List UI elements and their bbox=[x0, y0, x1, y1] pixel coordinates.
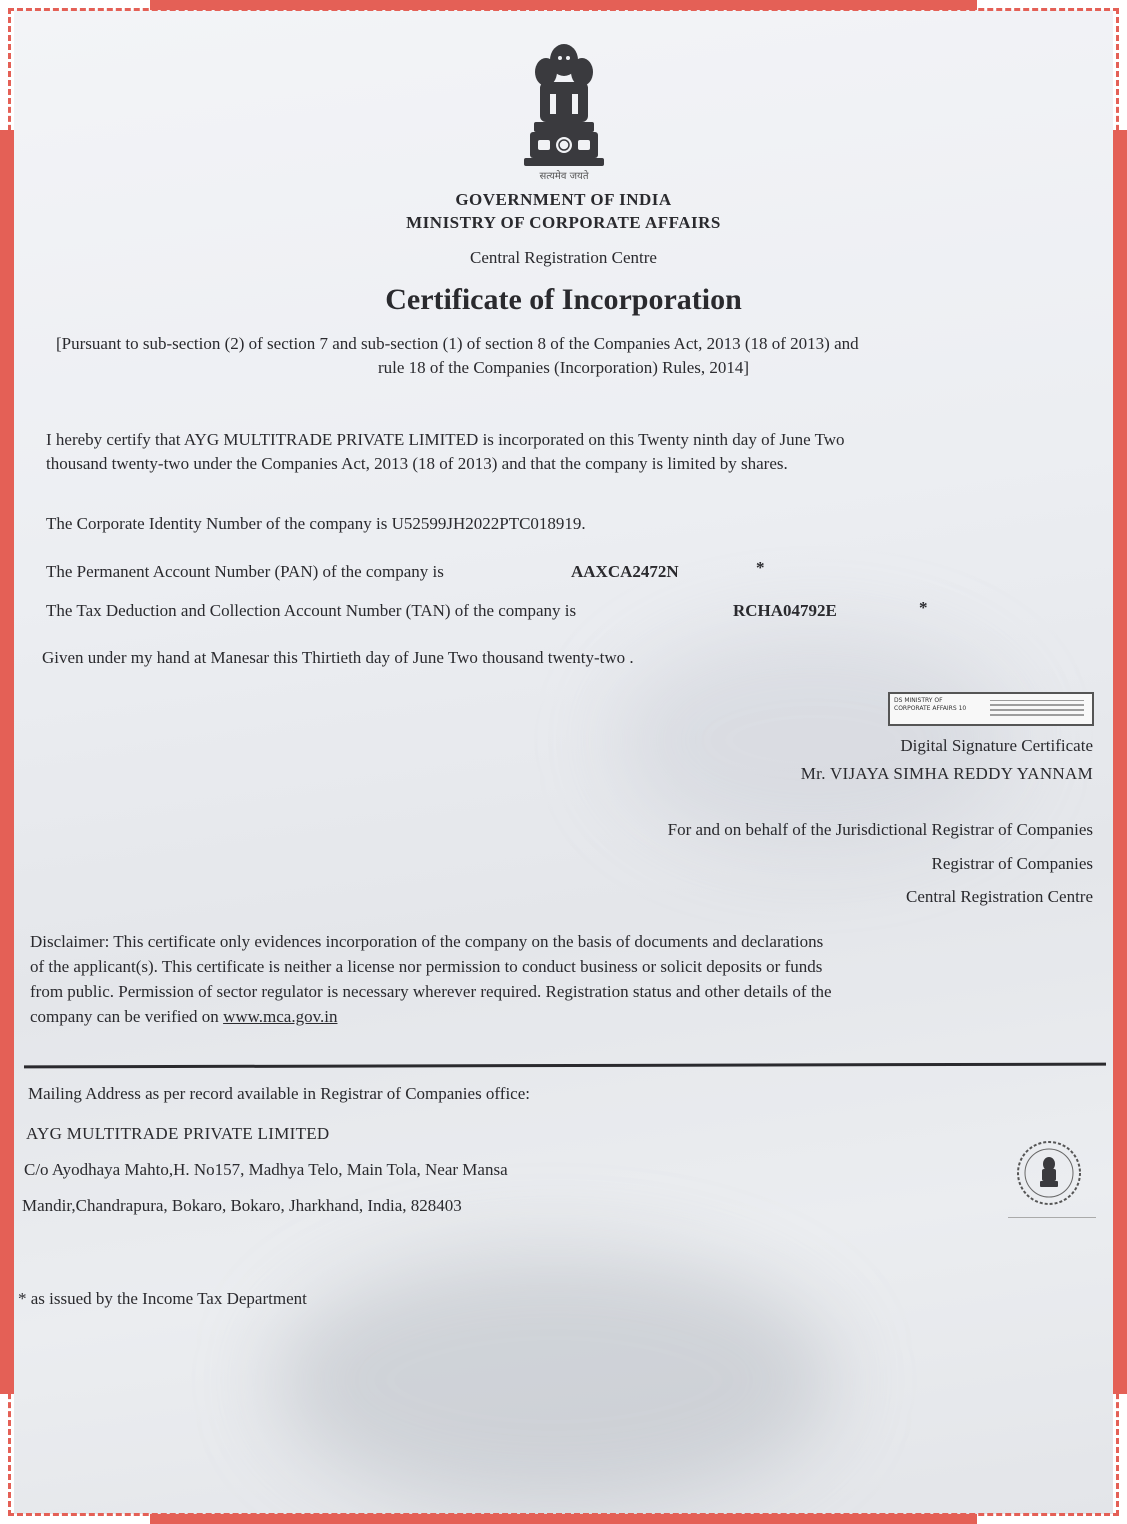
pursuant-line: rule 18 of the Companies (Incorporation) Rules, 2014] bbox=[377, 358, 750, 377]
national-emblem-icon bbox=[516, 38, 612, 188]
dsc-label: Digital Signature Certificate bbox=[900, 736, 1093, 755]
ministry-heading: MINISTRY OF CORPORATE AFFAIRS bbox=[406, 213, 721, 232]
tan-value: RCHA04792E bbox=[733, 601, 837, 620]
disclaimer-line: Disclaimer: This certificate only evidences incorporation of the company on the basis of documents and declarations bbox=[30, 932, 824, 951]
tan-label: The Tax Deduction and Collection Account Number (TAN) of the company is bbox=[46, 601, 577, 620]
footnote: * as issued by the Income Tax Department bbox=[18, 1289, 307, 1308]
disclaimer-line: of the applicant(s). This certificate is neither a license nor permission to conduct business or solicit deposits or funds bbox=[30, 957, 823, 976]
digital-signature-hash bbox=[990, 700, 1084, 716]
certification-text: thousand twenty-two under the Companies Act, 2013 (18 of 2013) and that the company is limited by shares. bbox=[46, 454, 788, 473]
government-heading: GOVERNMENT OF INDIA bbox=[455, 190, 672, 209]
mca-website-link[interactable]: www.mca.gov.in bbox=[223, 1007, 338, 1026]
pursuant-line: [Pursuant to sub-section (2) of section 7 and sub-section (1) of section 8 of the Companies Act, 2013 (18 of 2013) and bbox=[56, 334, 859, 353]
emblem-motto: सत्यमेव जयते bbox=[539, 171, 589, 182]
paper-shadow bbox=[274, 1250, 834, 1510]
centre-heading: Central Registration Centre bbox=[470, 248, 657, 267]
mailing-company: AYG MULTITRADE PRIVATE LIMITED bbox=[26, 1124, 330, 1143]
tan-asterisk: * bbox=[919, 598, 928, 617]
pan-label: The Permanent Account Number (PAN) of the company is bbox=[46, 562, 444, 581]
certification-text: I hereby certify that AYG MULTITRADE PRIVATE LIMITED is incorporated on this Twenty ninth day of June Two bbox=[46, 430, 845, 449]
mailing-address-line: C/o Ayodhaya Mahto,H. No157, Madhya Telo, Main Tola, Near Mansa bbox=[24, 1160, 508, 1179]
mailing-heading: Mailing Address as per record available in Registrar of Companies office: bbox=[28, 1084, 530, 1103]
disclaimer-line: from public. Permission of sector regulator is necessary wherever required. Registration status and other details of the bbox=[30, 982, 832, 1001]
mailing-address-line: Mandir,Chandrapura, Bokaro, Bokaro, Jharkhand, India, 828403 bbox=[22, 1196, 462, 1215]
given-statement: Given under my hand at Manesar this Thirtieth day of June Two thousand twenty-two . bbox=[42, 648, 634, 667]
page-title: Certificate of Incorporation bbox=[385, 283, 742, 316]
digital-signature-stamp bbox=[888, 692, 1094, 726]
on-behalf-text: For and on behalf of the Jurisdictional Registrar of Companies bbox=[667, 820, 1093, 839]
section-divider bbox=[24, 1063, 1106, 1069]
pan-value: AAXCA2472N bbox=[571, 562, 679, 581]
registrar-seal-icon bbox=[1014, 1138, 1084, 1208]
pan-asterisk: * bbox=[756, 558, 765, 577]
cin-statement: The Corporate Identity Number of the company is U52599JH2022PTC018919. bbox=[46, 514, 586, 533]
signer-name: Mr. VIJAYA SIMHA REDDY YANNAM bbox=[800, 764, 1093, 783]
registrar-centre: Central Registration Centre bbox=[906, 887, 1093, 906]
certificate-paper bbox=[14, 10, 1113, 1514]
registrar-title: Registrar of Companies bbox=[931, 854, 1093, 873]
disclaimer-prefix: company can be verified on bbox=[30, 1007, 219, 1026]
seal-underline bbox=[1008, 1217, 1096, 1218]
disclaimer-line bbox=[30, 1004, 1103, 1029]
digital-signature-stamp-text: DS MINISTRY OF CORPORATE AFFAIRS 10 bbox=[894, 697, 967, 712]
